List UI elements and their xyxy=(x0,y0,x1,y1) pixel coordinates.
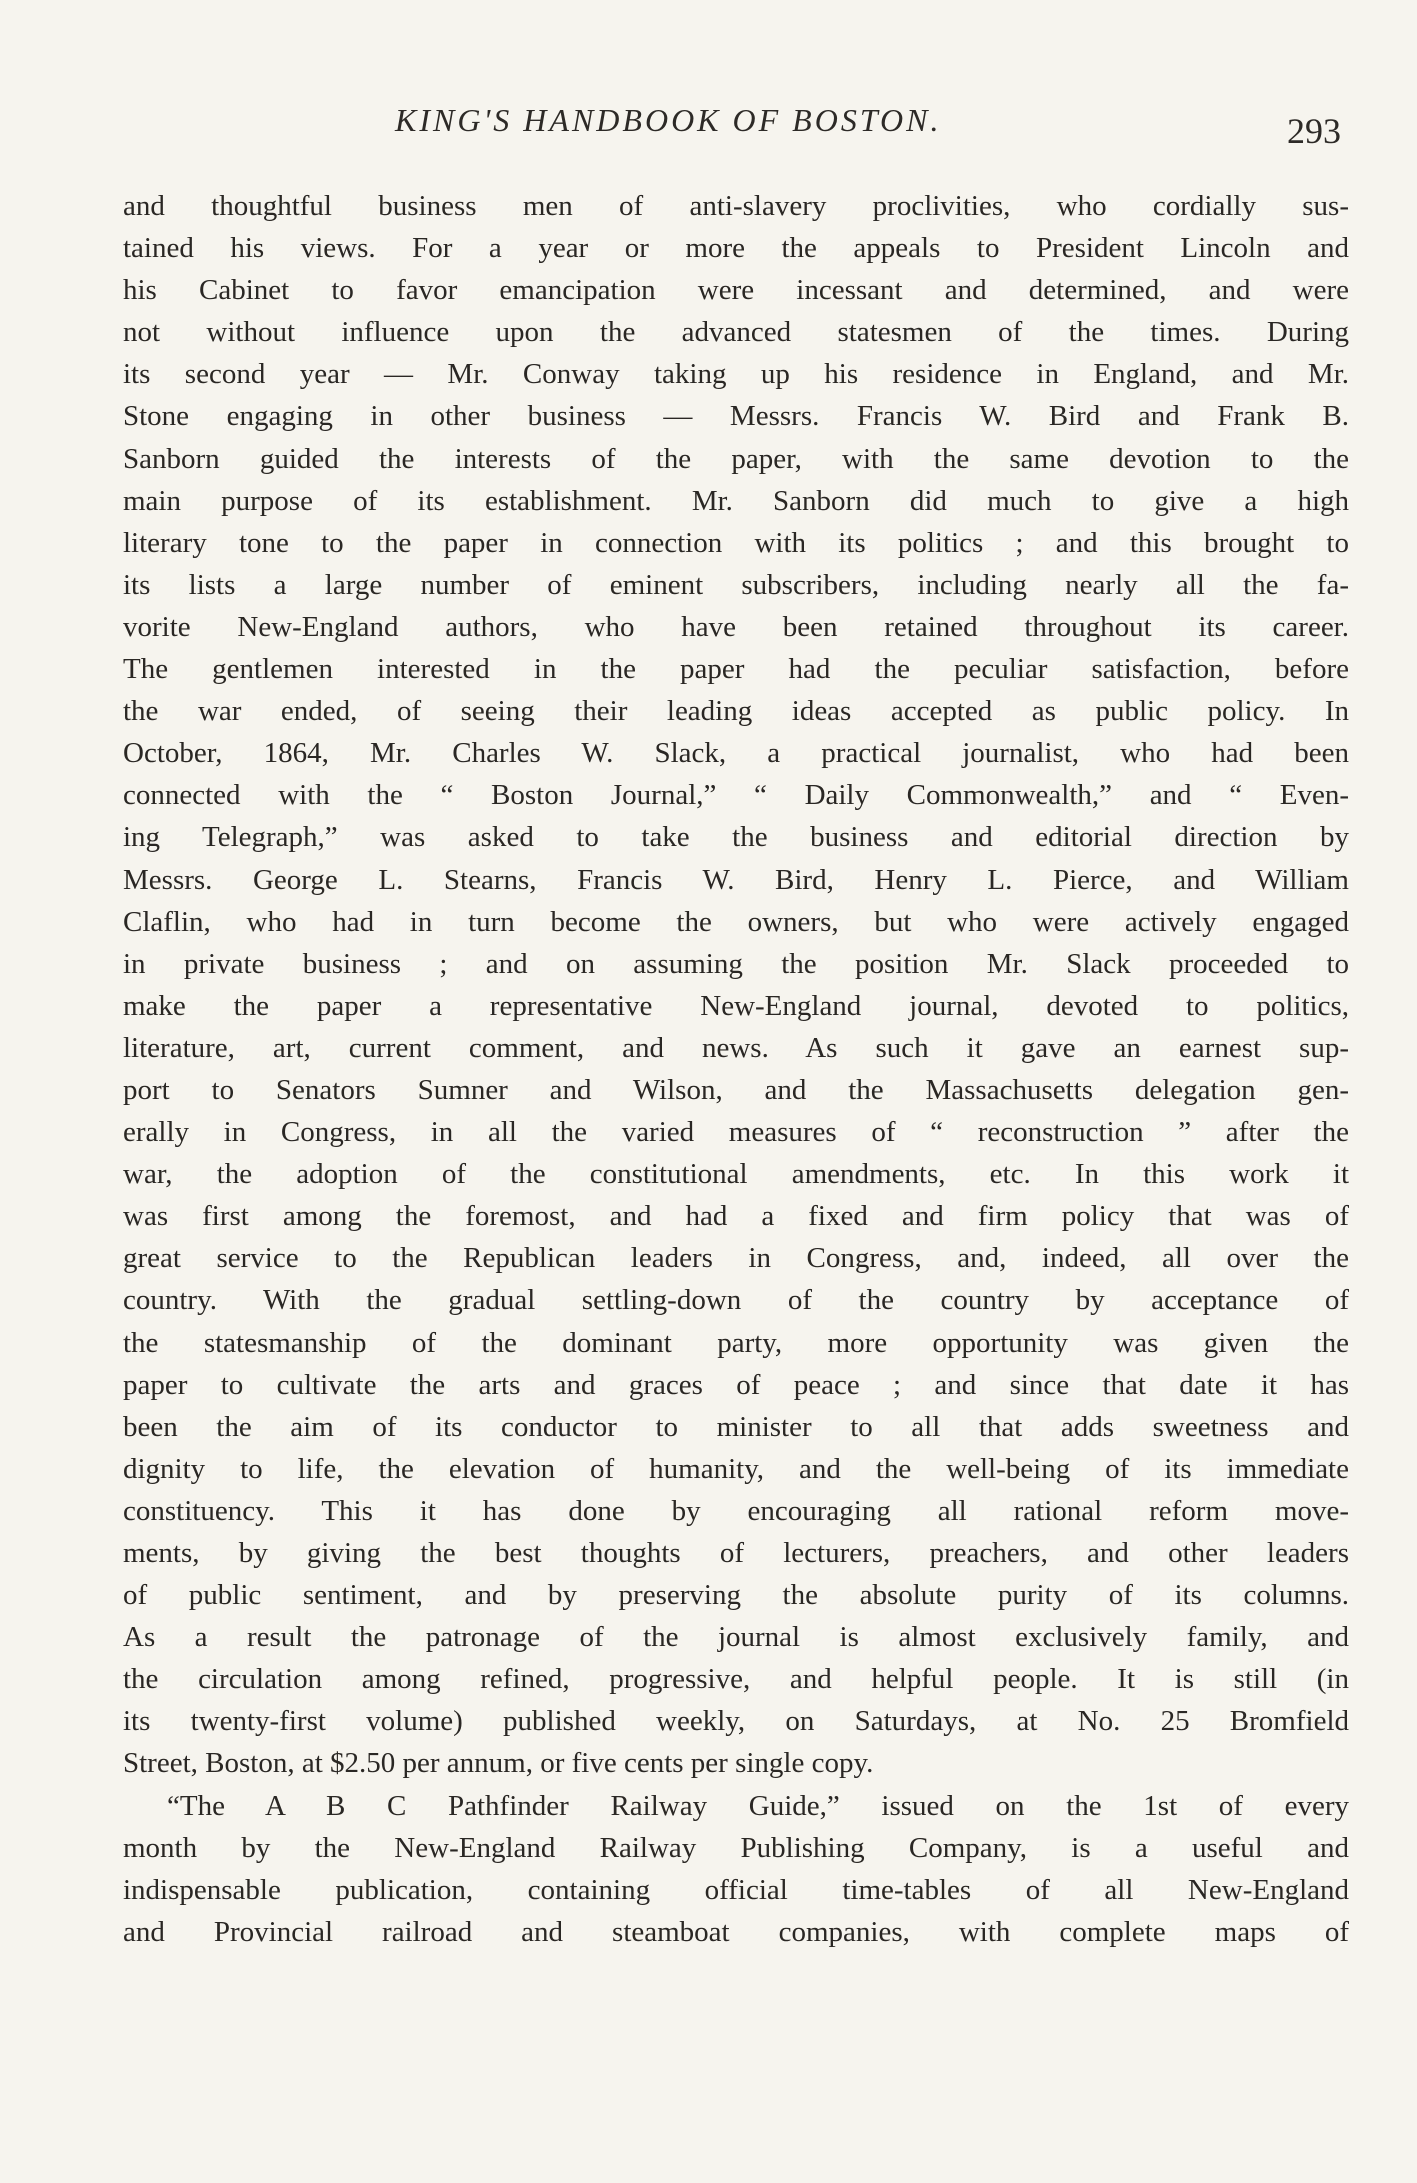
text-line: Claflin, who had in turn become the owners, but who were actively engaged xyxy=(123,905,1349,938)
text-line: literary tone to the paper in connection with its politics ; and this brought to xyxy=(123,526,1349,559)
text-line: and Provincial railroad and steamboat companies, with complete maps of xyxy=(123,1915,1349,1948)
text-line: As a result the patronage of the journal is almost exclusively family, and xyxy=(123,1621,1349,1654)
text-line: the circulation among refined, progressive, and helpful people. It is still (in xyxy=(123,1663,1349,1696)
text-line: erally in Congress, in all the varied measures of “ reconstruction ” after the xyxy=(123,1116,1349,1149)
text-line: tained his views. For a year or more the appeals to President Lincoln and xyxy=(123,232,1349,265)
text-line: month by the New-England Railway Publishing Company, is a useful and xyxy=(123,1831,1349,1864)
text-line: dignity to life, the elevation of humanity, and the well-being of its immediate xyxy=(123,1452,1349,1485)
text-line: ments, by giving the best thoughts of lecturers, preachers, and other leaders xyxy=(123,1537,1349,1569)
text-line: connected with the “ Boston Journal,” “ Daily Commonwealth,” and “ Even- xyxy=(123,779,1349,812)
text-line: and thoughtful business men of anti-slavery proclivities, who cordially sus- xyxy=(123,190,1349,222)
text-line: was first among the foremost, and had a fixed and firm policy that was of xyxy=(123,1200,1349,1233)
text-line: been the aim of its conductor to minister to all that adds sweetness and xyxy=(123,1410,1349,1443)
text-line: ing Telegraph,” was asked to take the business and editorial direction by xyxy=(123,821,1349,854)
text-line: not without influence upon the advanced statesmen of the times. During xyxy=(123,316,1349,349)
text-line: make the paper a representative New-England journal, devoted to politics, xyxy=(123,989,1349,1022)
text-line: his Cabinet to favor emancipation were incessant and determined, and were xyxy=(123,274,1349,307)
text-line: great service to the Republican leaders in Congress, and, indeed, all over the xyxy=(123,1242,1349,1275)
text-line: indispensable publication, containing official time-tables of all New-England xyxy=(123,1873,1349,1906)
text-line: the war ended, of seeing their leading ideas accepted as public policy. In xyxy=(123,695,1349,728)
page-number: 293 xyxy=(1287,111,1341,151)
text-line: Stone engaging in other business — Messrs. Francis W. Bird and Frank B. xyxy=(123,400,1349,433)
text-line: its lists a large number of eminent subscribers, including nearly all the fa- xyxy=(123,568,1349,601)
text-line: country. With the gradual settling-down of the country by acceptance of xyxy=(123,1284,1349,1317)
text-line: paper to cultivate the arts and graces of peace ; and since that date it has xyxy=(123,1368,1349,1401)
text-line: war, the adoption of the constitutional amendments, etc. In this work it xyxy=(123,1158,1349,1191)
text-line: Messrs. George L. Stearns, Francis W. Bird, Henry L. Pierce, and William xyxy=(123,863,1349,896)
text-line: port to Senators Sumner and Wilson, and the Massachusetts delegation gen- xyxy=(123,1073,1349,1106)
text-line: vorite New-England authors, who have been retained throughout its career. xyxy=(123,610,1349,643)
text-line: in private business ; and on assuming the position Mr. Slack proceeded to xyxy=(123,947,1349,980)
text-line: October, 1864, Mr. Charles W. Slack, a practical journalist, who had been xyxy=(123,737,1349,770)
text-line: Sanborn guided the interests of the paper, with the same devotion to the xyxy=(123,442,1349,475)
running-head xyxy=(0,102,1417,152)
text-line: The gentlemen interested in the paper had the peculiar satisfaction, before xyxy=(123,653,1349,686)
text-line: its second year — Mr. Conway taking up his residence in England, and Mr. xyxy=(123,358,1349,391)
text-line: the statesmanship of the dominant party, more opportunity was given the xyxy=(123,1326,1349,1359)
text-line: literature, art, current comment, and news. As such it gave an earnest sup- xyxy=(123,1031,1349,1064)
text-line: Street, Boston, at $2.50 per annum, or five cents per single copy. xyxy=(123,1747,874,1780)
running-title: KING'S HANDBOOK OF BOSTON. xyxy=(395,102,942,138)
body-text xyxy=(123,185,1349,1953)
text-line: its twenty-first volume) published weekly, on Saturdays, at No. 25 Bromfield xyxy=(123,1705,1349,1738)
text-line: of public sentiment, and by preserving the absolute purity of its columns. xyxy=(123,1579,1349,1612)
text-line: “The A B C Pathfinder Railway Guide,” issued on the 1st of every xyxy=(167,1789,1349,1822)
text-line: main purpose of its establishment. Mr. Sanborn did much to give a high xyxy=(123,484,1349,517)
text-line: constituency. This it has done by encouraging all rational reform move- xyxy=(123,1494,1349,1527)
